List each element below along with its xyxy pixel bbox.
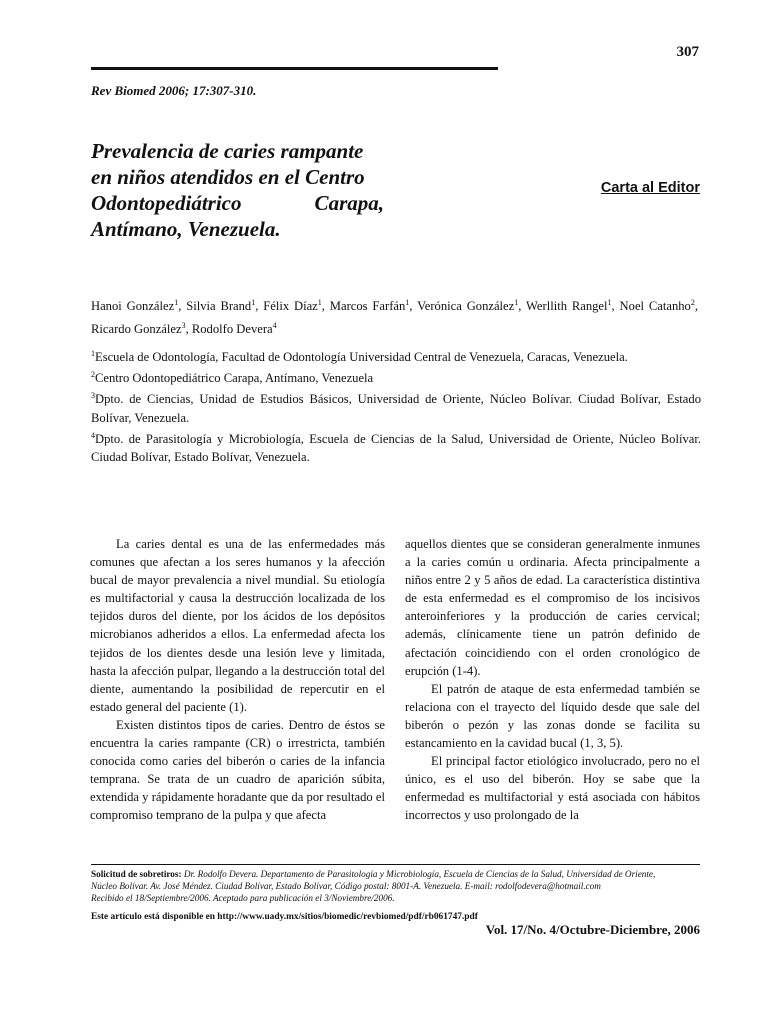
availability-note: Este artículo está disponible en http://www.uady.mx/sitios/biomedic/revbiomed/pdf/rb061747.pdf xyxy=(91,912,478,922)
affiliation-text: Dpto. de Parasitología y Microbiología, Escuela de Ciencias de la Salud, Universidad de Oriente, Núcleo Bolívar. Ciudad Bolívar, Estado Bolívar, Venezuela. xyxy=(91,431,701,464)
author-name: Rodolfo Devera xyxy=(191,322,273,337)
author-affiliation-mark: 1 xyxy=(317,298,322,307)
footnote-label: Solicitud de sobretiros: xyxy=(91,869,182,879)
author-name: Marcos Farfán xyxy=(329,299,406,314)
header-rule xyxy=(91,67,498,70)
affiliation-list xyxy=(91,345,701,466)
body-column-left xyxy=(90,535,385,825)
affiliation xyxy=(91,427,701,466)
body-paragraph-continued: aquellos dientes que se consideran generalmente inmunes a la caries común u ordinaria. Afecta principalmente a niños entre 2 y 5 años de edad. La característica distintiva de esta enfermedad es el compromiso de los incisivos anteroinferiores y la producción de caries cervical; además, clínicamente tiene un patrón definido de afectación coincidiendo con el orden cronológico de erupción (1-4). xyxy=(405,537,700,678)
title-line: Odontopediátrico Carapa, xyxy=(91,191,384,215)
author-affiliation-mark: 1 xyxy=(405,298,410,307)
affiliation xyxy=(91,366,701,387)
affiliation-text: Centro Odontopediátrico Carapa, Antímano, Venezuela xyxy=(95,371,374,386)
title-line: Antímano, Venezuela. xyxy=(91,217,281,241)
author-name: Félix Díaz xyxy=(263,299,318,314)
author-affiliation-mark: 1 xyxy=(514,298,519,307)
body-paragraph: El patrón de ataque de esta enfermedad también se relaciona con el trayecto del líquido desde que sale del biberón o pezón y las zonas donde se facilita su estancamiento en la cavidad bucal (1, 3, 5). xyxy=(405,681,700,751)
body-column-right xyxy=(405,535,700,825)
affiliation-text: Dpto. de Ciencias, Unidad de Estudios Básicos, Universidad de Oriente, Núcleo Bolívar. Ciudad Bolívar, Estado Bolívar, Venezuela. xyxy=(91,392,701,425)
body-paragraph: La caries dental es una de las enfermedades más comunes que afectan a los seres humanos y la afección bucal de mayor prevalencia a nivel mundial. Su etiología es multifactorial y causa la destrucción localizada de los tejidos duros del diente, por los ácidos de los depósitos microbianos adheridos a ellos. La enfermedad afecta los tejidos de los dientes desde una lesión leve y limitada, hasta la afección pulpar, llegando a la destrucción total del diente, aumentando la posibilidad de repercutir en el estado general del paciente (1). xyxy=(90,537,385,714)
affiliation xyxy=(91,387,701,426)
article-title xyxy=(91,138,384,242)
title-line: Prevalencia de caries rampante xyxy=(91,139,364,163)
author-affiliation-mark: 3 xyxy=(181,321,186,331)
author-affiliation-mark: 1 xyxy=(607,298,612,307)
section-label: Carta al Editor xyxy=(600,180,700,196)
author-name: Silvia Brand xyxy=(186,299,252,314)
author-name: Noel Catanho xyxy=(619,299,691,314)
author-name: Werllith Rangel xyxy=(526,299,608,314)
author-affiliation-mark: 4 xyxy=(272,321,277,331)
author-affiliation-mark: 2 xyxy=(690,298,695,307)
affiliation-number: 4 xyxy=(91,430,95,440)
footnote-rule xyxy=(91,864,700,865)
author-affiliation-mark: 1 xyxy=(174,298,179,307)
title-line: en niños atendidos en el Centro xyxy=(91,165,365,189)
issue-info: Vol. 17/No. 4/Octubre-Diciembre, 2006 xyxy=(485,922,700,937)
correspondence-footnote xyxy=(91,868,703,904)
footnote-line xyxy=(91,868,703,880)
affiliation xyxy=(91,345,701,366)
footnote-text: Dr. Rodolfo Devera. Departamento de Parasitología y Microbiología, Escuela de Ciencias de la Salud, Universidad de Oriente, xyxy=(183,869,656,879)
author-name: Hanoi González xyxy=(91,299,175,314)
body-paragraph: Existen distintos tipos de caries. Dentro de éstos se encuentra la caries rampante (CR) o irrestricta, también conocida como caries del biberón o caries de la infancia temprana. Se trata de un cuadro de aparición súbita, extendida y rápidamente horadante que da por resultado el compromiso temprano de la pulpa y que afecta xyxy=(90,717,385,823)
affiliation-number: 3 xyxy=(91,391,95,401)
author-name: Ricardo González xyxy=(91,322,182,337)
affiliation-number: 2 xyxy=(91,370,95,380)
footnote-line: Recibido el 18/Septiembre/2006. Aceptado para publicación el 3/Noviembre/2006. xyxy=(91,893,395,903)
author-name: Verónica González xyxy=(417,299,515,314)
author-list: Hanoi González$^1$, Silvia Brand$^1$, Félix Díaz$^1$, Marcos Farfán$^1$, Verónica González$^1$, Werllith Rangel$^1$, Noel Catanho$^2$, Ricardo González$^3$, Rodolfo Devera$^4$ xyxy=(91,298,699,337)
page-number: 307 xyxy=(676,44,699,60)
author-affiliation-mark: 1 xyxy=(251,298,256,307)
affiliation-number: 1 xyxy=(91,349,95,358)
journal-citation: Rev Biomed 2006; 17:307-310. xyxy=(91,83,257,98)
footnote-line: Núcleo Bolívar. Av. José Méndez. Ciudad Bolívar, Estado Bolívar, Código postal: 8001-A. Venezuela. E-mail: rodolfodevera@hotmail.com xyxy=(91,881,601,891)
affiliation-text: Escuela de Odontología, Facultad de Odontología Universidad Central de Venezuela, Caracas, Venezuela. xyxy=(95,350,628,365)
body-paragraph: El principal factor etiológico involucrado, pero no el único, es el uso del biberón. Hoy se sabe que la enfermedad es multifactorial y está asociada con hábitos incorrectos y uso prolongado de la xyxy=(405,754,700,823)
